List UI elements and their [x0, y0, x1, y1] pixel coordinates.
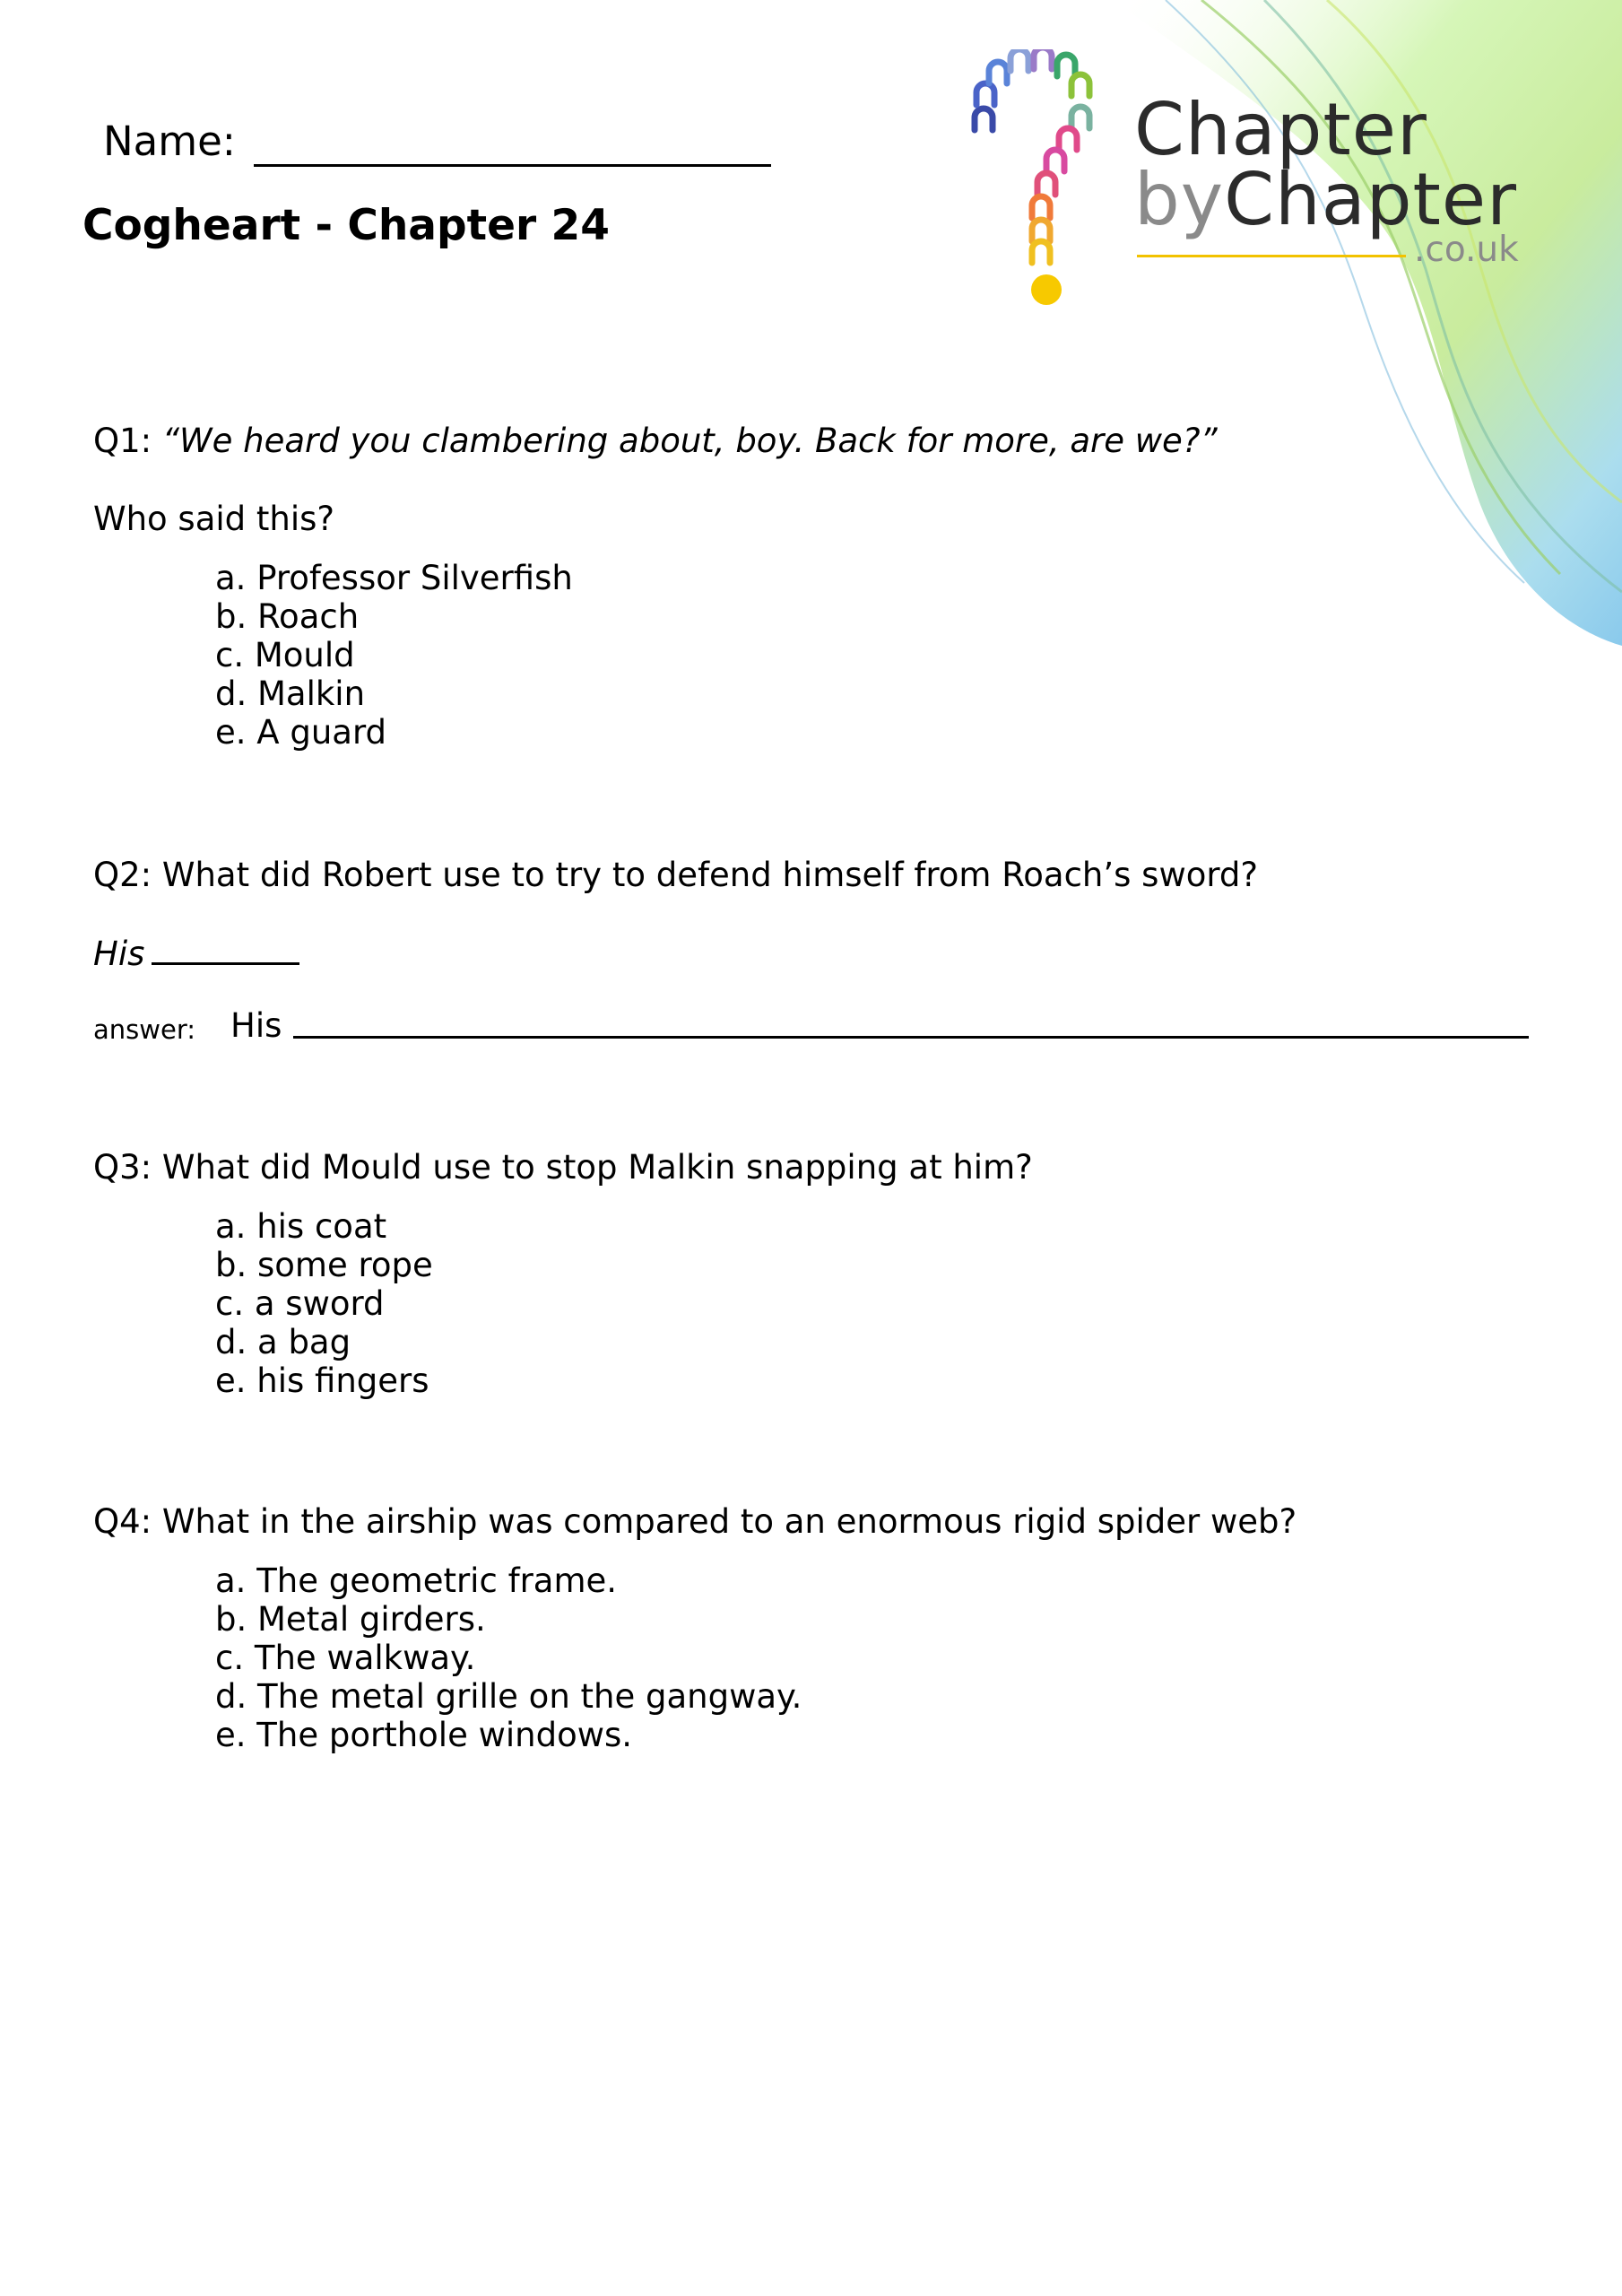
logo-domain: .co.uk: [1414, 230, 1519, 270]
logo-book-question-mark-icon: [964, 49, 1116, 309]
answer-input-line[interactable]: [293, 1036, 1529, 1039]
option[interactable]: a. Professor Silverfish: [215, 559, 573, 597]
answer-label: answer:: [93, 1014, 196, 1045]
question-2-blank: [152, 935, 299, 965]
logo-text-by: by: [1134, 158, 1225, 241]
question-2-prompt-word: His: [93, 935, 145, 973]
question-4: Q4: What in the airship was compared to an enormous rigid spider web?: [93, 1502, 1297, 1541]
question-1-prefix: Q1:: [93, 422, 162, 460]
question-3: Q3: What did Mould use to stop Malkin snapping at him?: [93, 1148, 1033, 1187]
option[interactable]: c. a sword: [215, 1284, 385, 1323]
question-3-options: [215, 1207, 433, 1400]
logo-text-chapter-2: Chapter: [1224, 158, 1517, 241]
question-4-options: [215, 1561, 802, 1754]
logo-text-chapter: Chapter: [1134, 88, 1427, 171]
option[interactable]: d. The metal grille on the gangway.: [215, 1677, 802, 1716]
option[interactable]: b. Metal girders.: [215, 1600, 486, 1639]
option[interactable]: c. Mould: [215, 636, 355, 674]
option[interactable]: a. his coat: [215, 1207, 387, 1246]
answer-prefix: His: [230, 1006, 282, 1045]
question-1-options: [215, 559, 573, 752]
option[interactable]: e. A guard: [215, 713, 387, 752]
option[interactable]: e. The porthole windows.: [215, 1716, 633, 1754]
worksheet-title: Cogheart - Chapter 24: [82, 201, 610, 250]
option[interactable]: e. his fingers: [215, 1361, 429, 1400]
option[interactable]: b. Roach: [215, 597, 360, 636]
question-1-subprompt: Who said this?: [93, 500, 335, 538]
question-2-prompt: [93, 933, 299, 976]
name-label: Name:: [103, 117, 236, 165]
question-1-quote: “We heard you clambering about, boy. Back for more, are we?”: [161, 422, 1218, 460]
question-1: [93, 420, 1218, 463]
option[interactable]: d. Malkin: [215, 674, 366, 713]
option[interactable]: b. some rope: [215, 1246, 433, 1284]
question-2: Q2: What did Robert use to try to defend himself from Roach’s sword?: [93, 856, 1259, 894]
logo-underline: [1137, 255, 1406, 257]
option[interactable]: a. The geometric frame.: [215, 1561, 618, 1600]
option[interactable]: d. a bag: [215, 1323, 351, 1361]
name-field-line[interactable]: [254, 164, 771, 167]
option[interactable]: c. The walkway.: [215, 1639, 476, 1677]
